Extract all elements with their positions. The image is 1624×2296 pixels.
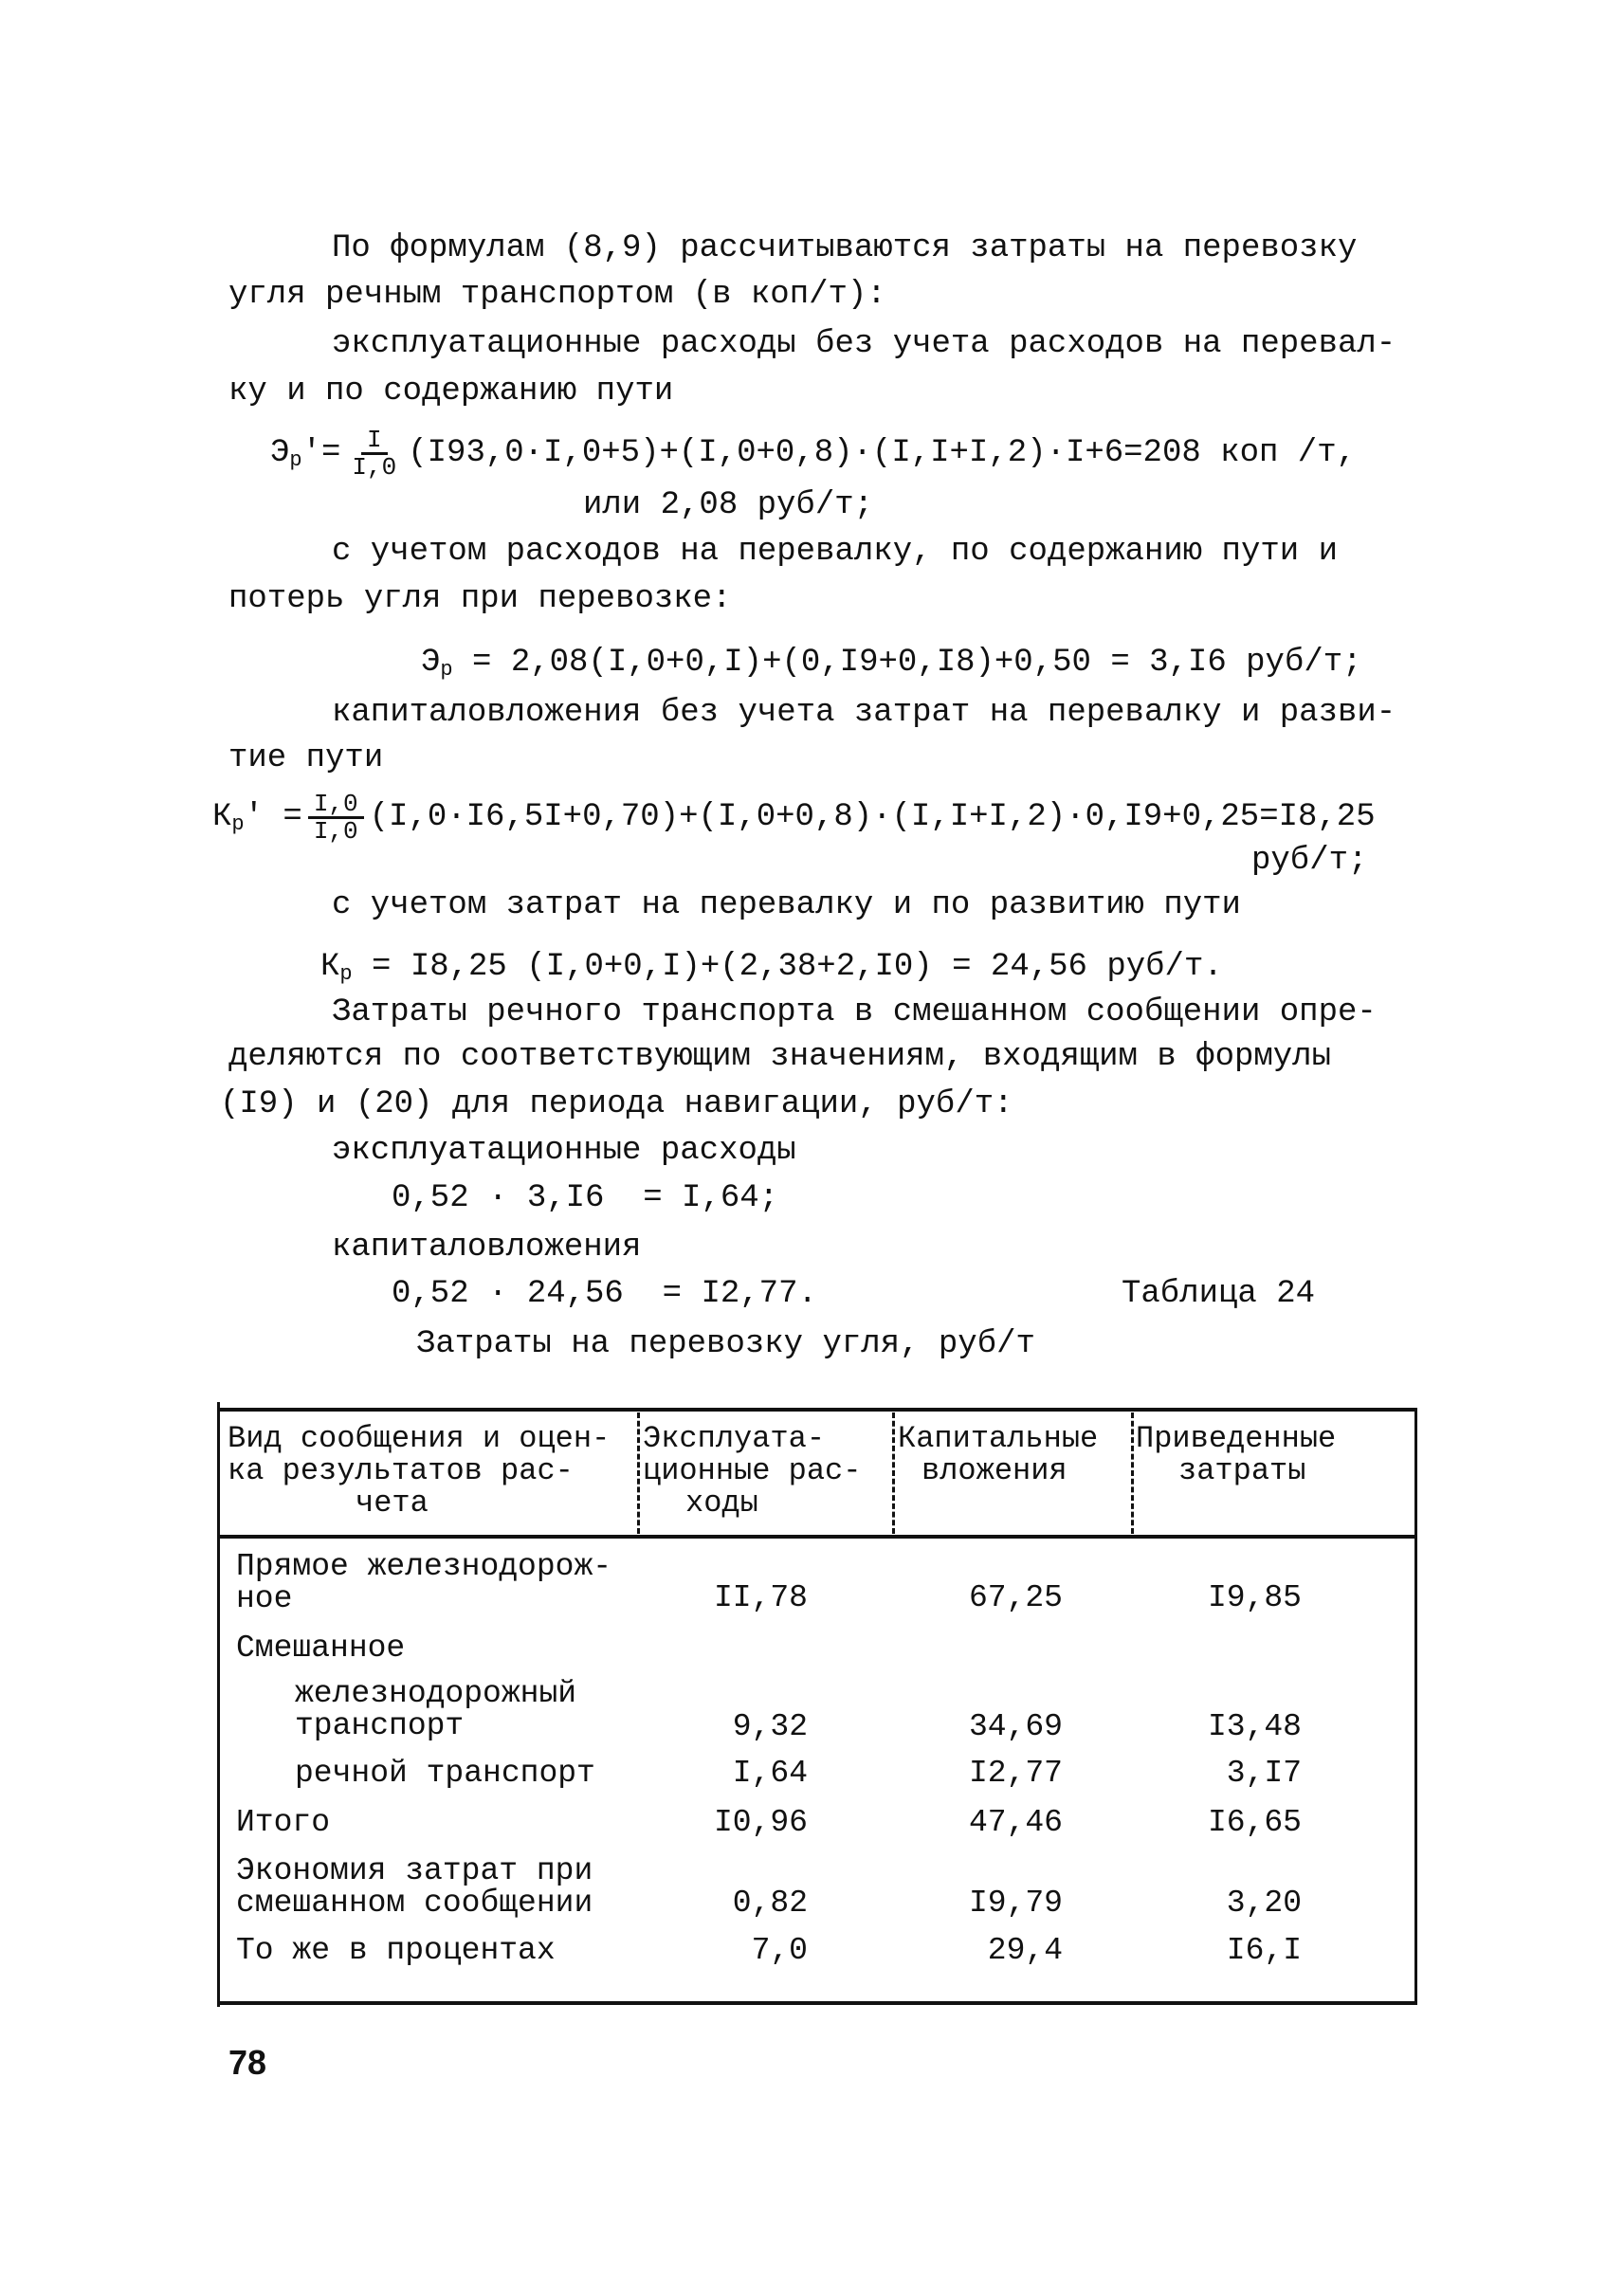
cell-capital-investment: I9,79 <box>968 1886 1063 1921</box>
formula-equals: = <box>321 435 341 471</box>
cell-capital-investment: 67,25 <box>968 1580 1063 1615</box>
formula-subscript: р <box>231 812 245 836</box>
formula-symbol: Э <box>421 645 441 681</box>
fraction-numerator: I <box>361 428 388 455</box>
paragraph-line: с учетом затрат на перевалку и по развитию пути <box>332 887 1241 923</box>
page-number: 78 <box>228 2043 267 2082</box>
paragraph-line: капиталовложения без учета затрат на перевалку и разви- <box>332 695 1396 731</box>
formula-symbol: К <box>320 949 340 985</box>
fraction-numerator: I,0 <box>308 792 364 819</box>
row-label <box>236 1807 330 1839</box>
formula-prime: ' <box>301 435 322 471</box>
formula-equals: = <box>264 799 302 835</box>
header-line: Вид сообщения и оцен- <box>228 1421 611 1456</box>
cell-operating-costs: 9,32 <box>732 1709 808 1744</box>
cell-operating-costs: 0,82 <box>732 1886 808 1921</box>
cell-reduced-costs: 3,20 <box>1226 1886 1302 1921</box>
paragraph-line: По формулам (8,9) рассчитываются затраты на перевозку <box>332 230 1358 266</box>
row-label-line: смешанном сообщении <box>236 1886 593 1921</box>
header-line: вложения <box>921 1453 1067 1488</box>
header-line: затраты <box>1178 1453 1306 1488</box>
row-label-line: Смешанное <box>236 1631 406 1666</box>
formula-expression: (I93,0·I,0+5)+(I,0+0,8)·(I,I+I,2)·I+6=208 коп /т, <box>408 435 1356 471</box>
cell-reduced-costs: I6,I <box>1226 1933 1302 1968</box>
formula-operating-costs-2 <box>421 644 1362 682</box>
column-separator <box>637 1412 640 1534</box>
formula-symbol: Э <box>270 435 290 471</box>
column-separator <box>1131 1412 1134 1534</box>
fraction <box>308 789 364 846</box>
column-separator <box>892 1412 895 1534</box>
paragraph-line: эксплуатационные расходы <box>332 1133 796 1169</box>
row-label <box>236 1935 556 1967</box>
row-label-line: Итого <box>236 1805 331 1840</box>
paragraph-line: эксплуатационные расходы без учета расходов на перевал- <box>332 326 1396 362</box>
table-bottom-rule <box>218 2001 1417 2005</box>
row-label <box>236 1855 593 1920</box>
formula-expression: (I,0·I6,5I+0,70)+(I,0+0,8)·(I,I+I,2)·0,I9+0,25=I8,25 <box>369 799 1376 835</box>
formula-subscript: р <box>289 448 302 472</box>
calculation-line: 0,52 · 3,I6 = I,64; <box>392 1180 779 1216</box>
table-left-border <box>217 1402 220 2007</box>
cell-operating-costs: 7,0 <box>751 1933 808 1968</box>
header-line: Приведенные <box>1136 1421 1337 1456</box>
header-line: Капитальные <box>898 1421 1099 1456</box>
row-label-line: Прямое железнодорож- <box>236 1549 612 1584</box>
paragraph-line: капиталовложения <box>332 1230 642 1266</box>
cell-operating-costs: I0,96 <box>713 1805 808 1840</box>
table-title: Затраты на перевозку угля, руб/т <box>416 1326 1035 1362</box>
formula-subscript: р <box>440 658 453 682</box>
row-label <box>295 1758 595 1790</box>
formula-expression: = 2,08(I,0+0,I)+(0,I9+0,I8)+0,50 = 3,I6 руб/т; <box>452 645 1362 681</box>
table-header-rule <box>218 1535 1417 1539</box>
formula-prime: ' <box>244 799 265 835</box>
fraction <box>346 425 402 482</box>
header-line: ходы <box>685 1485 758 1521</box>
cell-reduced-costs: I6,65 <box>1207 1805 1302 1840</box>
cell-reduced-costs: 3,I7 <box>1226 1756 1302 1791</box>
row-label-line: ное <box>236 1581 293 1616</box>
row-label <box>236 1551 611 1615</box>
table-label: Таблица 24 <box>1122 1276 1316 1312</box>
formula-continuation: или 2,08 руб/т; <box>583 487 874 523</box>
formula-symbol: К <box>212 799 232 835</box>
formula-continuation: руб/т; <box>1251 843 1368 879</box>
table-right-border <box>1414 1410 1417 2005</box>
row-label-line: Экономия затрат при <box>236 1853 593 1888</box>
formula-expression: = I8,25 (I,0+0,I)+(2,38+2,I0) = 24,56 руб/т. <box>352 949 1223 985</box>
cell-reduced-costs: I9,85 <box>1207 1580 1302 1615</box>
row-label-line: железнодорожный <box>295 1676 577 1711</box>
row-label <box>236 1632 405 1665</box>
cell-capital-investment: 34,69 <box>968 1709 1063 1744</box>
paragraph-line: тие пути <box>228 740 384 776</box>
header-type <box>228 1423 610 1520</box>
header-line: ка результатов рас- <box>228 1453 574 1488</box>
paragraph-line: (I9) и (20) для периода навигации, руб/т: <box>220 1086 1013 1122</box>
formula-capital-1 <box>212 789 1376 846</box>
fraction-denominator: I,0 <box>352 452 397 482</box>
header-reduced <box>1136 1423 1336 1487</box>
formula-subscript: р <box>339 962 353 986</box>
header-line: ционные рас- <box>643 1453 862 1488</box>
paragraph-line: угля речным транспортом (в коп/т): <box>228 277 886 313</box>
header-capital <box>898 1423 1098 1487</box>
header-operating <box>643 1423 861 1520</box>
row-label-line: То же в процентах <box>236 1933 556 1968</box>
calculation-line: 0,52 · 24,56 = I2,77. <box>392 1276 817 1312</box>
cell-operating-costs: I,64 <box>732 1756 808 1791</box>
cell-capital-investment: I2,77 <box>968 1756 1063 1791</box>
cell-reduced-costs: I3,48 <box>1207 1709 1302 1744</box>
formula-operating-costs-1 <box>270 425 1356 482</box>
header-line: Эксплуата- <box>643 1421 826 1456</box>
table-top-rule <box>218 1408 1417 1412</box>
paragraph-line: деляются по соответствующим значениям, входящим в формулы <box>228 1039 1331 1075</box>
paragraph-line: Затраты речного транспорта в смешанном сообщении опре- <box>332 994 1377 1030</box>
cell-capital-investment: 47,46 <box>968 1805 1063 1840</box>
cell-capital-investment: 29,4 <box>987 1933 1063 1968</box>
paragraph-line: потерь угля при перевозке: <box>228 581 732 617</box>
fraction-denominator: I,0 <box>313 816 358 846</box>
row-label-line: транспорт <box>295 1708 465 1743</box>
paragraph-line: ку и по содержанию пути <box>228 374 674 410</box>
row-label <box>295 1678 576 1742</box>
paragraph-line: с учетом расходов на перевалку, по содержанию пути и <box>332 534 1338 570</box>
header-line: чета <box>356 1485 429 1521</box>
row-label-line: речной транспорт <box>295 1756 595 1791</box>
cell-operating-costs: II,78 <box>713 1580 808 1615</box>
formula-capital-2 <box>320 948 1223 986</box>
